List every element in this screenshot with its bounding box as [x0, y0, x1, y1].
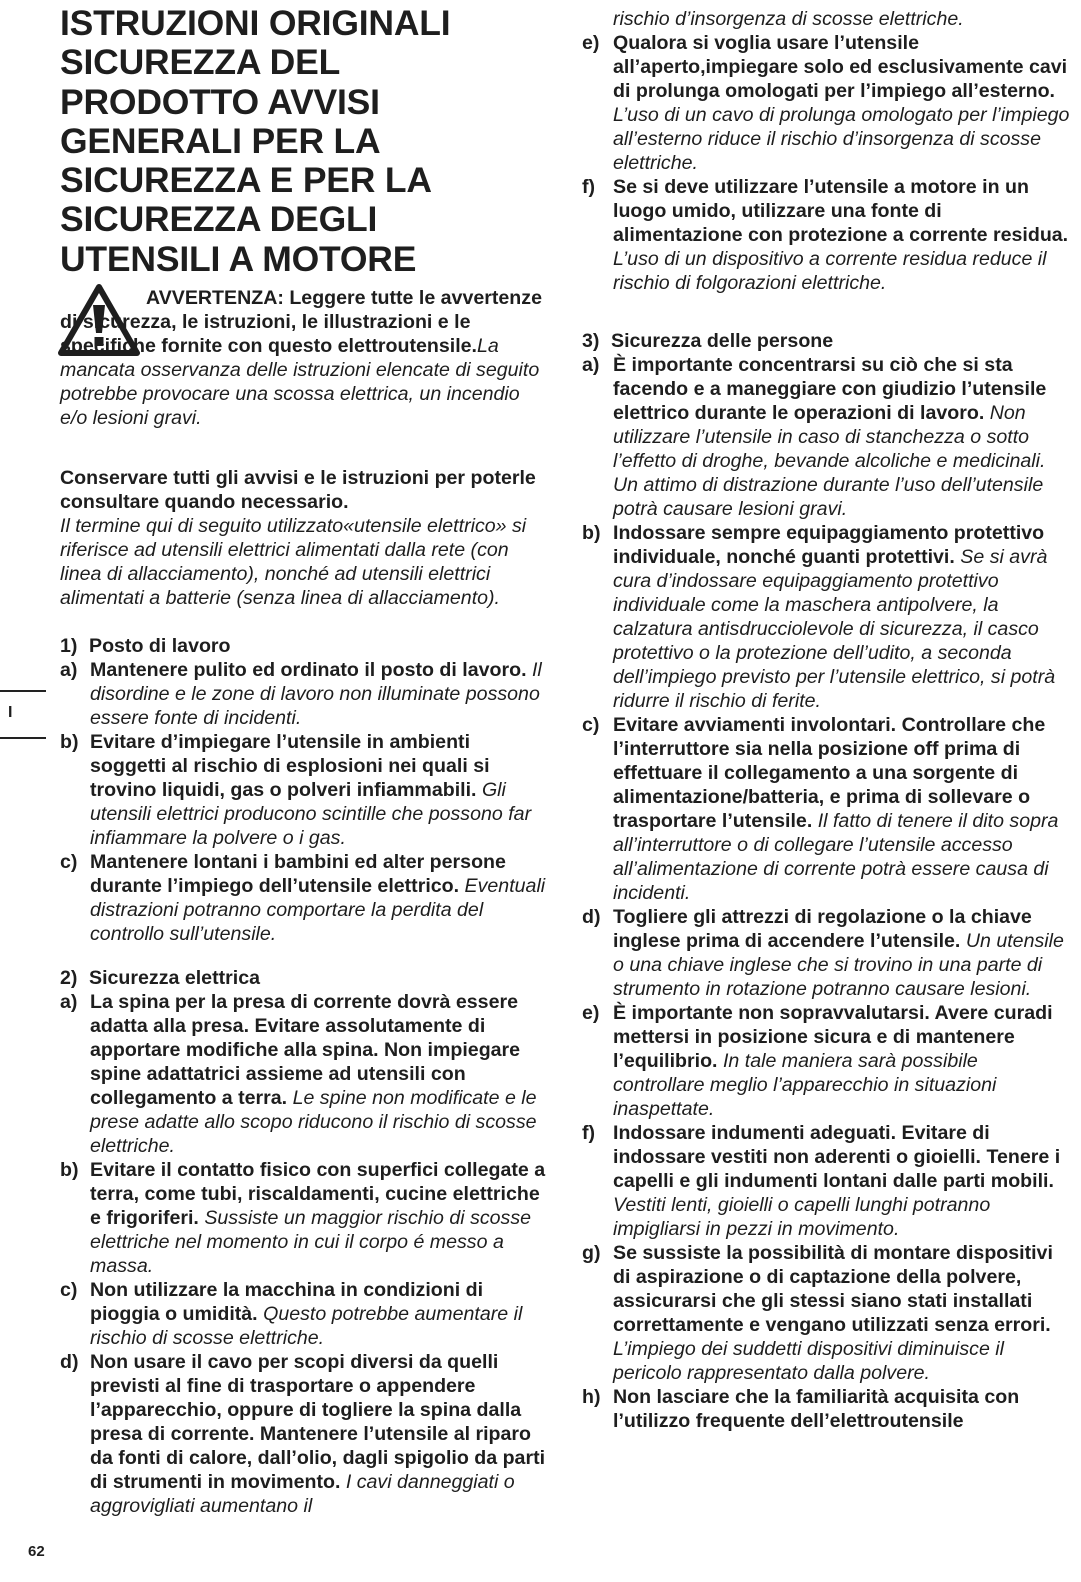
- list-item: c) Mantenere lontani i bambini ed alter persone durante l’impiego dell’utensile elettrico. Eventuali distrazioni potranno comportare la perdita del controllo sull’utensile.: [60, 851, 546, 945]
- list-item: f) Se si deve utilizzare l’utensile a motore in un luogo umido, utilizzare una fonte di alimentazione con protezione a corrente residua. L’uso di un dispositivo a corrente residua reduce il rischio di folgorazioni elettriche.: [582, 176, 1069, 294]
- list-item: f) Indossare indumenti adeguati. Evitare di indossare vestiti non aderenti o gioielli. Tenere i capelli e gli indumenti lontani dalle parti mobili. Vestiti lenti, gioielli o capelli lunghi potranno impigliarsi in pezzi in movimento.: [582, 1122, 1061, 1240]
- section-3-heading: 3) Sicurezza delle persone: [582, 330, 834, 352]
- list-item: d) Togliere gli attrezzi di regolazione o la chiave inglese prima di accendere l’utensile. Un utensile o una chiave inglese che si trovino in una parte di strumento in rotazione potranno causare lesioni.: [582, 906, 1064, 1000]
- continued-text: rischio d’insorgenza di scosse elettriche.: [613, 8, 964, 30]
- left-column: [60, 466, 548, 1518]
- page-title: ISTRUZIONI ORIGINALI SICUREZZA DEL PRODOTTO AVVISI GENERALI PER LA SICUREZZA E PER LA SICUREZZA DEGLI UTENSILI A MOTORE: [60, 3, 451, 279]
- side-tab-bottom-rule: [0, 737, 46, 739]
- warning-block: [60, 286, 546, 430]
- list-item: e) Qualora si voglia usare l’utensile all’aperto,impiegare solo ed esclusivamente cavi di prolunga omologati per l’impiego all’esterno. L’uso di un cavo di prolunga omologato per l’impiego all’esterno riduce il rischio d’insorgenza di scosse elettriche.: [582, 32, 1070, 174]
- list-item: c) Evitare avviamenti involontari. Controllare che l’interruttore sia nella posizione off prima di effettuare il collegamento a una sorgente di alimentazione/batteria, e prima di sollevare o trasportare l’utensile. Il fatto di tenere il dito sopra all’interruttore o di collegare l’utensile accesso all’alimentazione di corrente potrà essere causa di incidenti.: [582, 714, 1059, 904]
- language-tab-letter: I: [8, 704, 13, 721]
- list-item: h) Non lasciare che la familiarità acquisita con l’utilizzo frequente dell’elettroutensile: [582, 1386, 1020, 1432]
- list-item: a) È importante concentrarsi su ciò che si sta facendo e a maneggiare con giudizio l’utensile elettrico durante le operazioni di lavoro. Non utilizzare l’utensile in caso di stanchezza o sotto l’effetto di droghe, bevande alcoliche e medicinali. Un attimo di distrazione durante l’uso dell’utensile potrà causare lesioni gravi.: [582, 354, 1047, 520]
- list-item: d) Non usare il cavo per scopi diversi da quelli previsti al fine di trasportare o appendere l’apparecchio, oppure di togliere la spina dalla presa di corrente. Mantenere l’utensile al riparo da fonti di calore, dall’olio, dagli spigolio da parti di strumenti in movimento. I cavi danneggiati o aggrovigliati aumentano il: [60, 1351, 546, 1517]
- section-2-heading: 2) Sicurezza elettrica: [60, 967, 260, 989]
- list-item: c) Non utilizzare la macchina in condizioni di pioggia o umidità. Questo potrebbe aumentare il rischio di scosse elettriche.: [60, 1279, 523, 1349]
- list-item: b) Indossare sempre equipaggiamento protettivo individuale, nonché guanti protettivi. Se si avrà cura d’indossare equipaggiamento protettivo individuale come la maschera antipolvere, la calzatura antisdrucciolevole di sicurezza, il casco protettivo o la protezione dell’udito, a seconda dell’impiego previsto per l’utensile elettrico, si potrà ridurre il rischio di ferite.: [582, 522, 1056, 712]
- list-item: g) Se sussiste la possibilità di montare dispositivi di aspirazione o di captazione della polvere, assicurarsi che gli stessi siano stati installati correttamente e vengano utilizzati senza errori. L’impiego dei suddetti dispositivi diminuisce il pericolo rappresentato dalla polvere.: [582, 1242, 1053, 1384]
- list-item: b) Evitare il contatto fisico con superfici collegate a terra, come tubi, riscaldamenti, cucine elettriche e frigoriferi. Sussiste un maggior rischio di scosse elettriche nel momento in cui il corpo é messo a massa.: [60, 1159, 546, 1277]
- list-item: b) Evitare d’impiegare l’utensile in ambienti soggetti al rischio di esplosioni nei quali si trovino liquidi, gas o polveri infiammabili. Gli utensili elettrici producono scintille che possono far infiammare la polvere o i gas.: [60, 731, 532, 849]
- term-definition: Il termine qui di seguito utilizzato«utensile elettrico» si riferisce ad utensili elettrici alimentati dalla rete (con linea di allacciamento), nonché ad utensili elettrici alimentati a batterie (senza linea di allacciamento).: [60, 515, 527, 609]
- section-1-heading: 1) Posto di lavoro: [60, 635, 231, 657]
- list-item: a) Mantenere pulito ed ordinato il posto di lavoro. Il disordine e le zone di lavoro non illuminate possono essere fonte di incidenti.: [60, 659, 542, 729]
- keep-instructions: Conservare tutti gli avvisi e le istruzioni per poterle consultare quando necessario.: [60, 467, 536, 513]
- side-tab-top-rule: [0, 690, 46, 692]
- warning-italic: La mancata osservanza delle istruzioni elencate di seguito potrebbe provocare una scossa elettrica, un incendio e/o lesioni gravi.: [60, 335, 540, 429]
- page-number: 62: [28, 1543, 45, 1560]
- right-column: [582, 7, 1072, 1433]
- list-item: a) La spina per la presa di corrente dovrà essere adatta alla presa. Evitare assolutamente di apportare modifiche alla spina. Non impiegare spine adattatrici assieme ad utensili con collegamento a terra. Le spine non modificate e le prese adatte allo scopo riducono il rischio di scosse elettriche.: [60, 991, 537, 1157]
- warning-bold: AVVERTENZA: Leggere tutte le avvertenze di sicurezza, le istruzioni, le illustrazioni e le specifiche fornite con questo elettroutensile.: [60, 287, 542, 357]
- list-item: e) È importante non sopravvalutarsi. Avere curadi mettersi in posizione sicura e di mantenere l’equilibrio. In tale maniera sarà possibile controllare meglio l’apparecchio in situazioni inaspettate.: [582, 1002, 1053, 1120]
